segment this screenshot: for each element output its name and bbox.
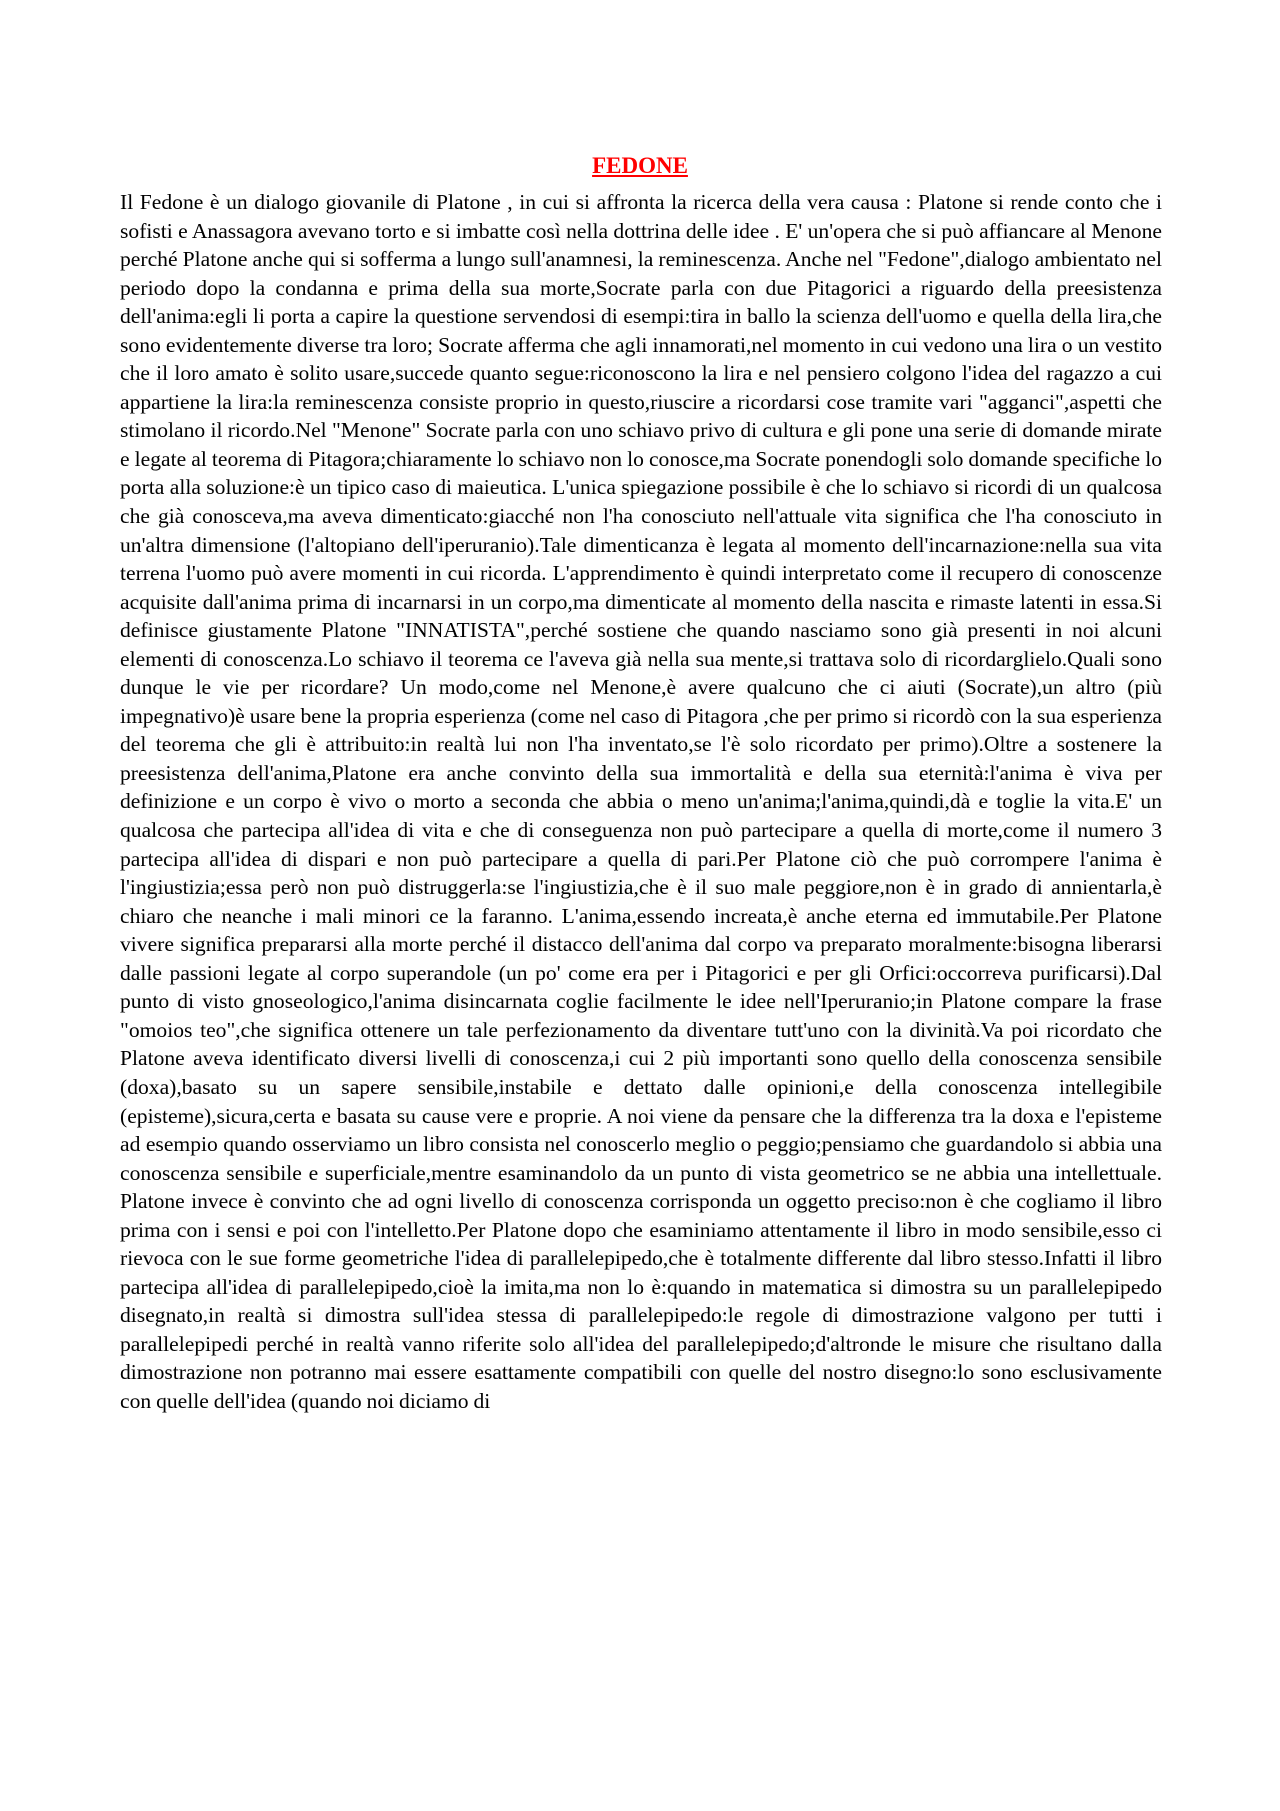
document-title: FEDONE — [592, 153, 688, 178]
document-body-paragraph: Il Fedone è un dialogo giovanile di Platone , in cui si affronta la ricerca della vera causa : Platone si rende conto che i sofisti e Anassagora avevano torto e si imbatte così nella dottrina delle idee . E' un'opera che si può affiancare al Menone perché Platone anche qui si sofferma a lungo sull'anamnesi, la reminescenza. Anche nel "Fedone",dialogo ambientato nel periodo dopo la condanna e prima della sua morte,Socrate parla con due Pitagorici a riguardo della preesistenza dell'anima:egli li porta a capire la questione servendosi di esempi:tira in ballo la scienza dell'uomo e quella della lira,che sono evidentemente diverse tra loro; Socrate afferma che agli innamorati,nel momento in cui vedono una lira o un vestito che il loro amato è solito usare,succede quanto segue:riconoscono la lira e nel pensiero colgono l'idea del ragazzo a cui appartiene la lira:la reminescenza consiste proprio in questo,riuscire a ricordarsi cose tramite vari "agganci",aspetti che stimolano il ricordo.Nel "Menone" Socrate parla con uno schiavo privo di cultura e gli pone una serie di domande mirate e legate al teorema di Pitagora;chiaramente lo schiavo non lo conosce,ma Socrate ponendogli solo domande specifiche lo porta alla soluzione:è un tipico caso di maieutica. L'unica spiegazione possibile è che lo schiavo si ricordi di un qualcosa che già conosceva,ma aveva dimenticato:giacché non l'ha conosciuto nell'attuale vita significa che l'ha conosciuto in un'altra dimensione (l'altopiano dell'iperuranio).Tale dimenticanza è legata al momento dell'incarnazione:nella sua vita terrena l'uomo può avere momenti in cui ricorda. L'apprendimento è quindi interpretato come il recupero di conoscenze acquisite dall'anima prima di incarnarsi in un corpo,ma dimenticate al momento della nascita e rimaste latenti in essa.Si definisce giustamente Platone "INNATISTA",perché sostiene che quando nasciamo sono già presenti in noi alcuni elementi di conoscenza.Lo schiavo il teorema ce l'aveva già nella sua mente,si trattava solo di ricordarglielo.Quali sono dunque le vie per ricordare? Un modo,come nel Menone,è avere qualcuno che ci aiuti (Socrate),un altro (più impegnativo)è usare bene la propria esperienza (come nel caso di Pitagora ,che per primo si ricordò con la sua esperienza del teorema che gli è attribuito:in realtà lui non l'ha inventato,se l'è solo ricordato per primo).Oltre a sostenere la preesistenza dell'anima,Platone era anche convinto della sua immortalità e della sua eternità:l'anima è viva per definizione e un corpo è vivo o morto a seconda che abbia o meno un'anima;l'anima,quindi,dà e toglie la vita.E' un qualcosa che partecipa all'idea di vita e che di conseguenza non può partecipare a quella di morte,come il numero 3 partecipa all'idea di dispari e non può partecipare a quella di pari.Per Platone ciò che può corrompere l'anima è l'ingiustizia;essa però non può distruggerla:se l'ingiustizia,che è il suo male peggiore,non è in grado di annientarla,è chiaro che neanche i mali minori ce la faranno. L'anima,essendo increata,è anche eterna ed immutabile.Per Platone vivere significa prepararsi alla morte perché il distacco dell'anima dal corpo va preparato moralmente:bisogna liberarsi dalle passioni legate al corpo superandole (un po' come era per i Pitagorici e per gli Orfici:occorreva purificarsi).Dal punto di visto gnoseologico,l'anima disincarnata coglie facilmente le idee nell'Iperuranio;in Platone compare la frase "omoios teo",che significa ottenere un tale perfezionamento da diventare tutt'uno con la divinità.Va poi ricordato che Platone aveva identificato diversi livelli di conoscenza,i cui 2 più importanti sono quello della conoscenza sensibile (doxa),basato su un sapere sensibile,instabile e dettato dalle opinioni,e della conoscenza intellegibile (episteme),sicura,certa e basata su cause vere e proprie. A noi viene da pensare che la differenza tra la doxa e l'episteme ad esempio quando osserviamo un libro consista nel conoscerlo meglio o peggio;pensiamo che guardandolo si abbia una conoscenza sensibile e superficiale,mentre esaminandolo da un punto di vista geometrico se ne abbia una intellettuale. Platone invece è convinto che ad ogni livello di conoscenza corrisponda un oggetto preciso:non è che cogliamo il libro prima con i sensi e poi con l'intelletto.Per Platone dopo che esaminiamo attentamente il libro in modo sensibile,esso ci rievoca con le sue forme geometriche l'idea di parallelepipedo,che è totalmente differente dal libro stesso.Infatti il libro partecipa all'idea di parallelepipedo,cioè la imita,ma non lo è:quando in matematica si dimostra su un parallelepipedo disegnato,in realtà si dimostra sull'idea stessa di parallelepipedo:le regole di dimostrazione valgono per tutti i parallelepipedi perché in realtà vanno riferite solo all'idea del parallelepipedo;d'altronde le misure che risultano dalla dimostrazione non potranno mai essere esattamente compatibili con quelle del nostro disegno:lo sono esclusivamente con quelle dell'idea (quando noi diciamo di — [120, 190, 1162, 1413]
